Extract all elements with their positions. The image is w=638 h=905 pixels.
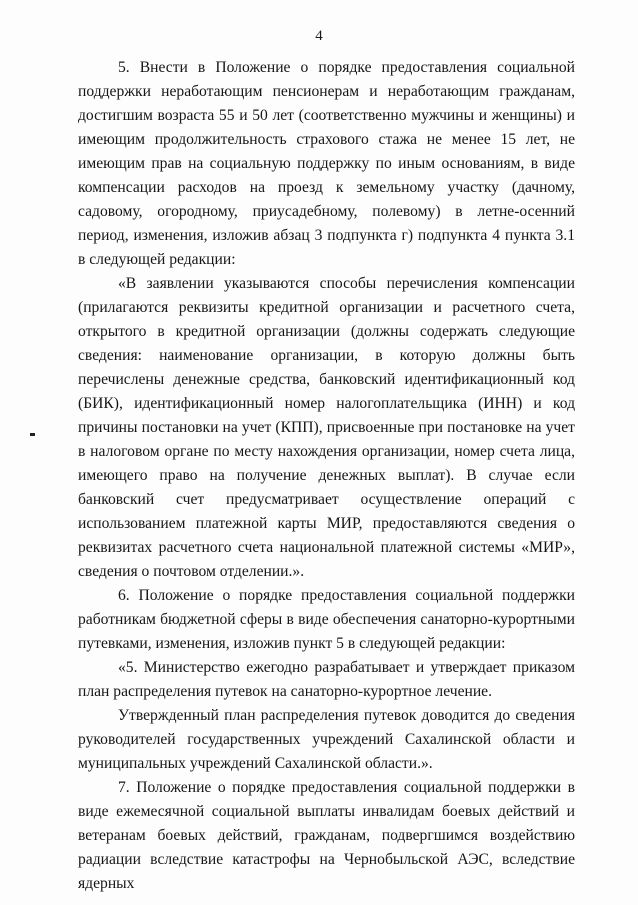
paragraph-quote-requisites: «В заявлении указываются способы перечисления компенсации (прилагаются реквизиты кредитной организации и расчетного счета, открытого в кредитной организации (должны содержать следующие сведения: наименование организации, в которую должны быть перечислены денежные средства, банковский идентификационный код (БИК), идентификационный номер налогоплательщика (ИНН) и код причины постановки на учет (КПП), присвоенные при постановке на учет в налоговом органе по месту нахождения организации, номер счета лица, имеющего право на получение денежных выплат). В случае если банковский счет предусматривает осуществление операций с использованием платежной карты МИР, предоставляются сведения о реквизитах расчетного счета национальной платежной системы «МИР», сведения о почтовом отделении.». <box>78 275 575 580</box>
paragraph-plan-distribution: Утвержденный план распределения путевок доводится до сведения руководителей государственных учреждений Сахалинской области и муниципальных учреждений Сахалинской области.». <box>78 707 575 772</box>
paragraph-item-7: 7. Положение о порядке предоставления социальной поддержки в виде ежемесячной социальной выплаты инвалидам боевых действий и ветеранам боевых действий, гражданам, подвергшимся воздействию радиации вследствие катастрофы на Чернобыльской АЭС, вследствие ядерных <box>78 779 575 892</box>
document-body <box>78 56 575 896</box>
scan-artifact-mark <box>30 433 35 436</box>
paragraph-quote-ministry: «5. Министерство ежегодно разрабатывает и утверждает приказом план распределения путевок на санаторно-курортное лечение. <box>78 659 575 700</box>
page-number: 4 <box>315 28 323 44</box>
paragraph-item-5: 5. Внести в Положение о порядке предоставления социальной поддержки неработающим пенсионерам и неработающим гражданам, достигшим возраста 55 и 50 лет (соответственно мужчины и женщины) и имеющим продолжительность страхового стажа не менее 15 лет, не имеющим прав на социальную поддержку по иным основаниям, в виде компенсации расходов на проезд к земельному участку (дачному, садовому, огородному, приусадебному, полевому) в летне-осенний период, изменения, изложив абзац 3 подпункта г) подпункта 4 пункта 3.1 в следующей редакции: <box>78 59 575 268</box>
paragraph-item-6: 6. Положение о порядке предоставления социальной поддержки работникам бюджетной сферы в виде обеспечения санаторно-курортными путевками, изменения, изложив пункт 5 в следующей редакции: <box>78 587 575 652</box>
